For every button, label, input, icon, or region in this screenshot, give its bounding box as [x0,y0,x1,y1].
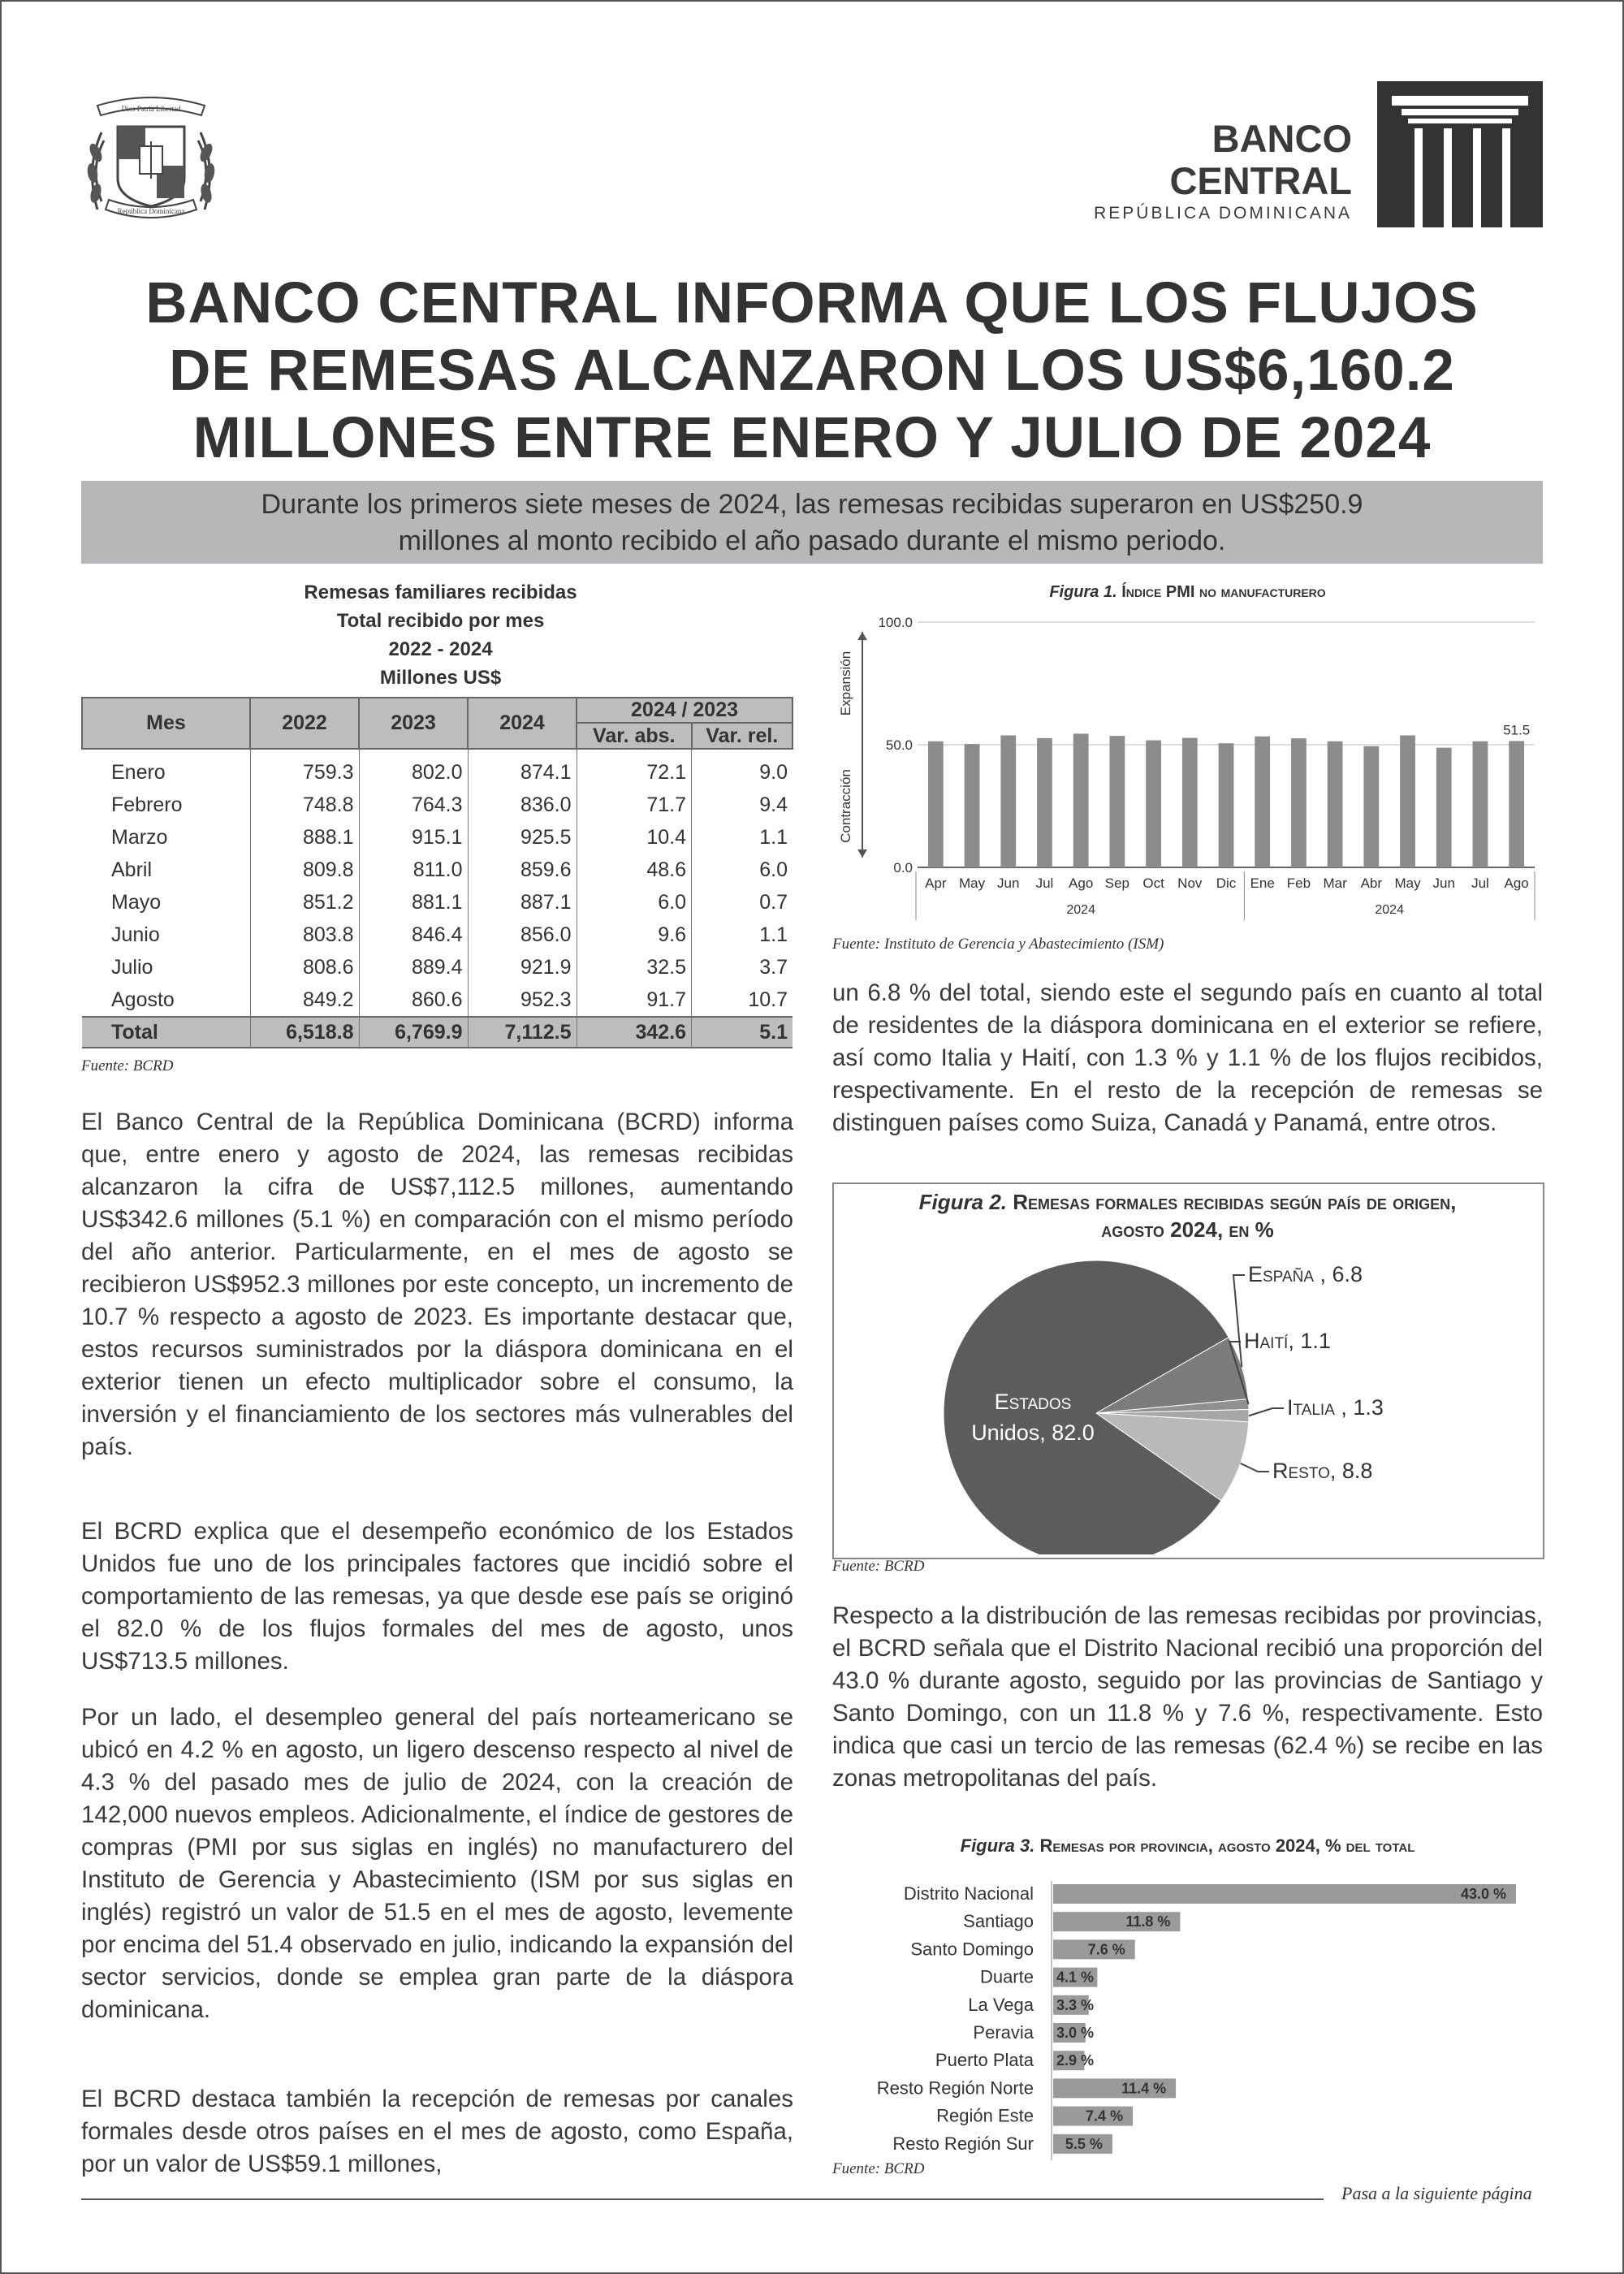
province-bar-chart [832,1876,1543,2160]
pie-label-us: Estados [994,1390,1072,1414]
table-title-line: 2022 - 2024 [388,638,493,660]
table-row [82,951,793,984]
pie-label-us-value: Unidos, 82.0 [971,1420,1095,1445]
table-total-cell-mes: Total [82,1017,250,1048]
table-row [82,984,793,1017]
table-total-cell-rel: 5.1 [692,1017,793,1048]
y-tick-label: 50.0 [885,737,913,753]
table-cell-abs: 71.7 [577,789,692,821]
table-cell-y2022: 803.8 [250,919,359,951]
pmi-bar [1473,741,1488,867]
headline [81,270,1543,472]
table-cell-mes: Julio [111,955,153,979]
pmi-bar [1363,746,1379,867]
pmi-bar [1000,736,1016,867]
col-header-2022: 2022 [250,698,359,749]
table-cell-y2022: 809.8 [250,854,359,886]
category-label: Santiago [963,1911,1034,1932]
table-total-cell-y2024: 7,112.5 [468,1017,577,1048]
bar-value-label: 7.4 % [1086,2108,1124,2125]
bar-value-label: 4.1 % [1056,1969,1095,1986]
table-cell-rel: 6.0 [692,854,793,886]
category-label: Distrito Nacional [903,1883,1034,1904]
pie-label: Haití, 1.1 [1244,1329,1331,1353]
pmi-bar-chart [832,606,1543,931]
bar-value-label: 3.3 % [1056,1996,1095,2013]
bank-column-logo [1377,81,1543,227]
bar-value-label: 11.8 % [1125,1913,1171,1930]
table-cell-y2022: 851.2 [250,886,359,919]
pmi-bar [1400,736,1415,867]
table-total-row [82,1017,793,1048]
category-label: Peravia [973,2022,1034,2043]
table-cell-y2023: 846.4 [359,919,468,951]
table-cell-y2024: 836.0 [468,789,577,821]
col-header-mes: Mes [82,698,250,749]
col-header-group: 2024 / 2023 [577,698,793,723]
bar-value-label: 3.0 % [1056,2025,1095,2041]
bar-value-label: 5.5 % [1065,2135,1103,2152]
paragraph-5: un 6.8 % del total, siendo este el segundo país en cuanto al total de residentes de la diáspora dominicana en el exterior se refiere, así como Italia y Haití, con 1.3 % y 1.1 % de los flujos recibidos, respectivamente. En el resto de la recepción de remesas se distinguen países como Suiza, Canadá y Panamá, entre otros. [832,979,1543,1136]
x-tick-label: Mar [1323,875,1347,891]
category-label: Resto Región Sur [892,2133,1034,2154]
table-row [82,749,793,789]
pie-label: Resto, 8.8 [1272,1459,1373,1483]
headline-line-1: BANCO CENTRAL INFORMA QUE LOS FLUJOS [145,271,1479,335]
fig3-title [832,1835,1543,1857]
coat-of-arms-logo [81,88,221,227]
table-total-cell-y2022: 6,518.8 [250,1017,359,1048]
pmi-bar [1219,743,1234,867]
y-label-contraction: Contracción [838,769,853,843]
x-tick-label: May [1394,875,1421,891]
table-cell-y2023: 889.4 [359,951,468,984]
table-cell-rel: 0.7 [692,886,793,919]
category-label: Santo Domingo [910,1939,1034,1960]
bar-value-label: 2.9 % [1056,2052,1095,2069]
table-cell-y2024: 856.0 [468,919,577,951]
pmi-bar [1328,741,1343,867]
x-tick-label: Jun [1432,875,1455,891]
col-header-2023: 2023 [359,698,468,749]
paragraph-6: Respecto a la distribución de las remesas recibidas por provincias, el BCRD señala que el Distrito Nacional recibió una proporción del 43.0 % durante agosto, seguido por las provincias de Santiago y Santo Domingo, con un 11.8 % y 7.6 %, respectivamente. Esto indica que casi un tercio de las remesas (62.4 %) se recibe en las zonas metropolitanas del país. [832,1602,1543,1792]
x-tick-label: Dic [1216,875,1237,891]
x-tick-label: Feb [1286,875,1311,891]
table-cell-y2024: 925.5 [468,821,577,854]
table-row [82,789,793,821]
table-cell-rel: 10.7 [692,984,793,1017]
fig1-label: Figura 1. [1049,583,1117,601]
table-cell-y2023: 881.1 [359,886,468,919]
subhead-line-1: Durante los primeros siete meses de 2024, las remesas recibidas superaron en US$250.9 [261,489,1363,520]
bar-value-label: 7.6 % [1087,1941,1125,1958]
x-tick-label: Nov [1177,875,1203,891]
table-total-cell-abs: 342.6 [577,1017,692,1048]
paragraph-3: Por un lado, el desempleo general del país norteamericano se ubicó en 4.2 % en agosto, un ligero descenso respecto al nivel de 4.3 % del pasado mes de julio de 2024, con la creación de 142,000 nuevos empleos. Adicionalmente, el índice de gestores de compras (PMI por sus siglas en inglés) no manufacturero del Instituto de Gerencia y Abastecimiento (ISM por sus siglas en inglés) registró un valor de 51.5 en el mes de agosto, levemente por encima del 51.4 observado en julio, indicando la expansión del sector servicios, donde se emplea gran parte de la diáspora dominicana. [81,1704,793,2023]
headline-line-3: MILLONES ENTRE ENERO Y JULIO DE 2024 [192,406,1432,470]
table-cell-y2022: 748.8 [250,789,359,821]
table-total-cell-y2023: 6,769.9 [359,1017,468,1048]
table-cell-abs: 32.5 [577,951,692,984]
province-bar [1053,1884,1516,1904]
y-tick-label: 100.0 [878,615,913,630]
y-label-expansion: Expansión [838,651,853,716]
table-cell-abs: 48.6 [577,854,692,886]
leader-line [1241,1463,1269,1472]
table-cell-abs: 91.7 [577,984,692,1017]
table-cell-y2022: 849.2 [250,984,359,1017]
pie-label: Italia , 1.3 [1287,1395,1384,1420]
subheadline-banner [81,481,1543,564]
pmi-bar [1109,736,1125,867]
pmi-bar [1182,738,1198,867]
table-cell-y2024: 874.1 [468,749,577,789]
fig2-source: Fuente: BCRD [832,1558,925,1575]
pmi-bar [1291,738,1307,867]
x-tick-label: Ago [1504,875,1529,891]
table-cell-mes: Marzo [111,825,168,849]
x-tick-label: Jul [1471,875,1489,891]
table-cell-y2023: 802.0 [359,749,468,789]
table-row [82,821,793,854]
fig3-title-text: Remesas por provincia, agosto 2024, % del total [1039,1835,1415,1856]
fig3-label: Figura 3. [960,1835,1035,1856]
table-cell-y2022: 808.6 [250,951,359,984]
col-header-var-abs: Var. abs. [577,723,692,749]
paragraph-2: El BCRD explica que el desempeño económico de los Estados Unidos fue uno de los principales factores que incidió sobre el comportamiento de las remesas, ya que desde ese país se originó el 82.0 % de los flujos formales del mes de agosto, unos US$713.5 millones. [81,1518,793,1675]
table-title-line: Remesas familiares recibidas [304,581,577,603]
table-cell-abs: 6.0 [577,886,692,919]
table-cell-y2022: 759.3 [250,749,359,789]
table-cell-y2024: 921.9 [468,951,577,984]
table-cell-mes: Abril [111,858,153,881]
category-label: Duarte [979,1966,1034,1987]
table-cell-mes: Mayo [111,890,162,914]
fig1-source: Fuente: Instituto de Gerencia y Abastecimiento (ISM) [832,936,1164,953]
x-tick-label: Abr [1360,875,1383,891]
category-label: La Vega [968,1994,1034,2015]
x-tick-label: Oct [1142,875,1164,891]
table-cell-rel: 9.4 [692,789,793,821]
footer-rule [81,2198,1324,2200]
pmi-bar [965,744,980,867]
table-title-line: Millones US$ [379,667,502,689]
table-cell-mes: Febrero [111,793,183,816]
arrow-head-up [857,632,867,640]
table-title-line: Total recibido por mes [336,610,545,632]
seal-motto: Dios Patria Libertad [121,105,181,113]
country-pie-chart [834,1243,1540,1554]
table-cell-y2024: 952.3 [468,984,577,1017]
table-cell-rel: 1.1 [692,919,793,951]
table-cell-y2024: 887.1 [468,886,577,919]
pie-label: España , 6.8 [1248,1262,1363,1286]
pmi-bar [1037,738,1052,867]
y-tick-label: 0.0 [893,860,913,875]
x-tick-label: May [958,875,986,891]
fig2-label: Figura 2. [918,1190,1008,1214]
table-cell-y2023: 811.0 [359,854,468,886]
table-cell-rel: 9.0 [692,749,793,789]
table-cell-y2024: 859.6 [468,854,577,886]
x-tick-label: Ago [1069,875,1094,891]
paragraph-4: El BCRD destaca también la recepción de remesas por canales formales desde otros países en el mes de agosto, como España, por un valor de US$59.1 millones, [81,2086,793,2177]
paragraph-1: El Banco Central de la República Dominicana (BCRD) informa que, entre enero y agosto de 2024, las remesas recibidas alcanzaron la cifra de US$7,112.5 millones, aumentando US$342.6 millones (5.1 %) en comparación con el mismo período del año anterior. Particularmente, en el mes de agosto se recibieron US$952.3 millones por este concepto, un incremento de 10.7 % respecto a agosto de 2023. Es importante destacar que, estos recursos suministrados por la diáspora dominicana en el exterior tienen un efecto multiplicador sobre el consumo, la inversión y el financiamiento de los sectores más vulnerables del país. [81,1109,793,1460]
fig2-title [832,1188,1543,1243]
category-label: Puerto Plata [935,2050,1034,2071]
table-cell-abs: 9.6 [577,919,692,951]
fig1-title-text: Índice PMI no manufacturero [1121,583,1326,601]
pmi-bar [1073,733,1089,867]
table-cell-mes: Junio [111,923,160,946]
category-label: Región Este [936,2105,1034,2126]
fig2-title-line-1: Remesas formales recibidas según país de origen, [1013,1190,1457,1214]
table-cell-rel: 3.7 [692,951,793,984]
table-source: Fuente: BCRD [81,1057,174,1074]
table-cell-y2023: 860.6 [359,984,468,1017]
bar-value-label: 11.4 % [1121,2080,1167,2097]
pmi-bar [1146,741,1161,867]
x-tick-label: Apr [925,875,947,891]
fig3-source: Fuente: BCRD [832,2160,925,2177]
bank-logo-text [1027,118,1352,223]
year-group-label: 2024 [1066,903,1095,917]
pmi-bar [928,741,944,867]
col-header-var-rel: Var. rel. [692,723,793,749]
table-cell-y2023: 915.1 [359,821,468,854]
table-cell-mes: Agosto [111,988,175,1011]
fig1-title [832,583,1543,602]
table-title [81,578,800,692]
bank-name: BANCO CENTRAL [1169,117,1352,202]
table-cell-abs: 10.4 [577,821,692,854]
table-row [82,886,793,919]
subhead-line-2: millones al monto recibido el año pasado durante el mismo periodo. [398,525,1226,556]
table-cell-y2023: 764.3 [359,789,468,821]
x-tick-label: Ene [1250,875,1275,891]
x-tick-label: Jul [1035,875,1054,891]
next-page-note: Pasa a la siguiente página [1341,2183,1532,2203]
table-cell-rel: 1.1 [692,821,793,854]
leader-line [1249,1408,1284,1416]
remittances-table [81,697,793,1048]
data-label: 51.5 [1503,722,1531,738]
seal-name: República Dominicana [117,207,185,215]
fig2-title-line-2: agosto 2024, en % [1101,1217,1274,1242]
pmi-bar [1436,748,1452,867]
category-label: Resto Región Norte [876,2077,1034,2099]
col-header-2024: 2024 [468,698,577,749]
bank-subtitle: REPÚBLICA DOMINICANA [1094,204,1352,223]
year-group-label: 2024 [1375,903,1404,917]
arrow-head-down [857,850,867,858]
headline-line-2: DE REMESAS ALCANZARON LOS US$6,160.2 [169,339,1455,403]
x-tick-label: Sep [1104,875,1130,891]
pmi-bar [1509,741,1524,867]
bar-value-label: 43.0 % [1460,1886,1506,1902]
x-tick-label: Jun [997,875,1020,891]
table-row [82,919,793,951]
pmi-bar [1255,737,1270,867]
table-row [82,854,793,886]
table-cell-y2022: 888.1 [250,821,359,854]
table-cell-abs: 72.1 [577,749,692,789]
table-cell-mes: Enero [111,760,166,784]
